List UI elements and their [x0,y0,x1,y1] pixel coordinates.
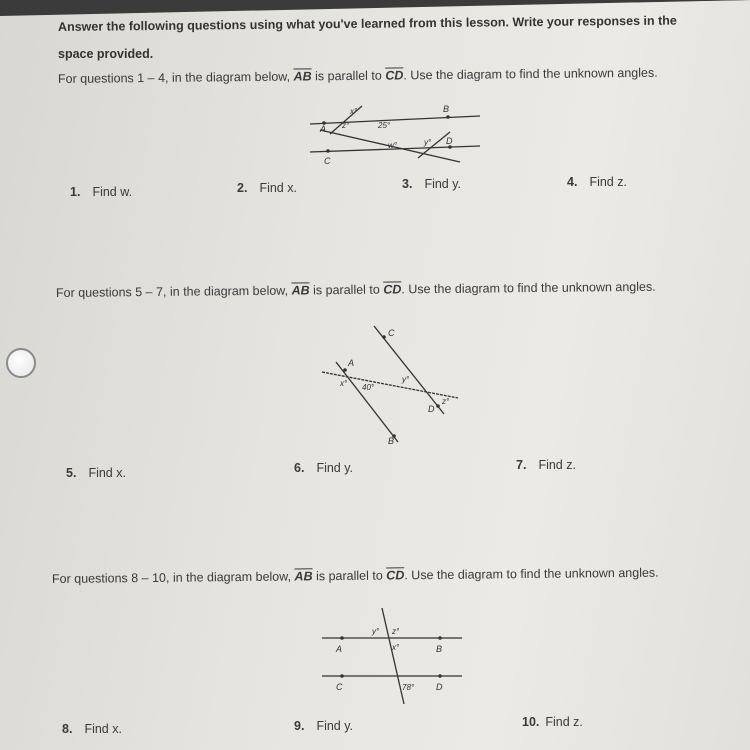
point-b [446,115,450,119]
question-6 [294,461,353,475]
question-1-number: 1. [70,185,81,199]
question-5-number: 5. [66,466,77,480]
question-9 [294,719,353,733]
question-7 [516,458,576,472]
question-2-text: Find x. [259,181,297,195]
segment-ab: $\overline{AB}$ [293,69,312,84]
label-d: D [436,682,443,692]
question-9-number: 9. [294,719,305,733]
label-c: C [336,682,343,692]
point-c [382,335,386,339]
label-b: B [388,436,395,446]
label-z: z° [442,397,450,406]
section-2-prefix: For questions 5 – 7, in the diagram below, [55,283,289,300]
label-x: x° [392,643,400,652]
question-6-number: 6. [294,461,305,475]
label-b: B [436,644,443,654]
label-y: y° [424,138,432,147]
point-d [438,674,442,678]
label-a: A [320,124,327,134]
label-angle-40: 40° [362,383,375,392]
question-4 [567,175,627,189]
section-3-prefix: For questions 8 – 10, in the diagram below, [51,569,292,586]
question-5 [66,466,126,480]
question-7-number: 7. [516,458,527,472]
transversal [382,608,404,704]
question-1 [70,185,132,199]
label-d: D [428,404,435,414]
diagram-3 [318,604,468,708]
label-y: y° [402,375,410,384]
question-10-text: Find z. [545,715,583,729]
diagram-1 [300,100,490,170]
section-2-mid: is parallel to [313,282,380,298]
question-10 [522,715,583,729]
label-w: w° [388,141,397,150]
question-3-text: Find y. [424,177,462,191]
segment-cd: $\overline{CD}$ [385,68,404,83]
question-4-number: 4. [567,175,578,189]
question-9-text: Find y. [316,719,354,733]
point-c [326,149,330,153]
label-c: C [324,156,331,166]
section-3-suffix: . Use the diagram to find the unknown angles. [404,565,659,583]
question-8 [62,722,122,736]
label-d: D [446,136,453,146]
line-ab [310,116,480,124]
question-3 [402,177,461,191]
diagram-2 [318,320,468,450]
question-2-number: 2. [237,181,248,195]
point-c [340,674,344,678]
question-3-number: 3. [402,177,413,191]
line-ab [336,362,398,442]
label-x: x° [340,379,348,388]
question-8-text: Find x. [84,722,122,736]
label-z: z° [342,121,350,130]
question-2 [237,181,297,195]
label-y: y° [372,627,380,636]
instructions-line-2: space provided. [58,47,154,61]
segment-cd: $\overline{CD}$ [383,282,402,297]
question-6-text: Find y. [316,461,354,475]
label-a: A [336,644,343,654]
label-c: C [388,328,395,338]
instructions-line-1: Answer the following questions using what you've learned from this lesson. Write your responses in the [57,13,677,34]
question-1-text: Find w. [92,185,133,199]
label-x: x° [350,107,358,116]
label-angle-78: 78° [402,683,415,692]
question-7-text: Find z. [538,458,576,472]
point-b [438,636,442,640]
section-3-mid: is parallel to [315,568,383,584]
segment-ab: $\overline{AB}$ [294,569,313,584]
point-a [340,636,344,640]
label-angle-25: 25° [378,121,391,130]
question-4-text: Find z. [589,175,627,189]
section-1-suffix: . Use the diagram to find the unknown angles. [403,65,658,83]
section-2-suffix: . Use the diagram to find the unknown angles. [401,279,656,297]
question-5-text: Find x. [88,466,126,480]
label-b: B [443,104,450,114]
label-a: A [348,358,355,368]
segment-ab: $\overline{AB}$ [291,283,310,298]
point-d [436,404,440,408]
segment-cd: $\overline{CD}$ [386,568,405,583]
section-1-prefix: For questions 1 – 4, in the diagram below, [57,69,291,86]
point-a [343,368,347,372]
label-z: z° [392,627,400,636]
section-1-mid: is parallel to [315,68,382,84]
question-8-number: 8. [62,722,73,736]
binder-hole [6,348,36,378]
question-10-number: 10. [522,715,540,729]
line-cd [374,326,444,414]
